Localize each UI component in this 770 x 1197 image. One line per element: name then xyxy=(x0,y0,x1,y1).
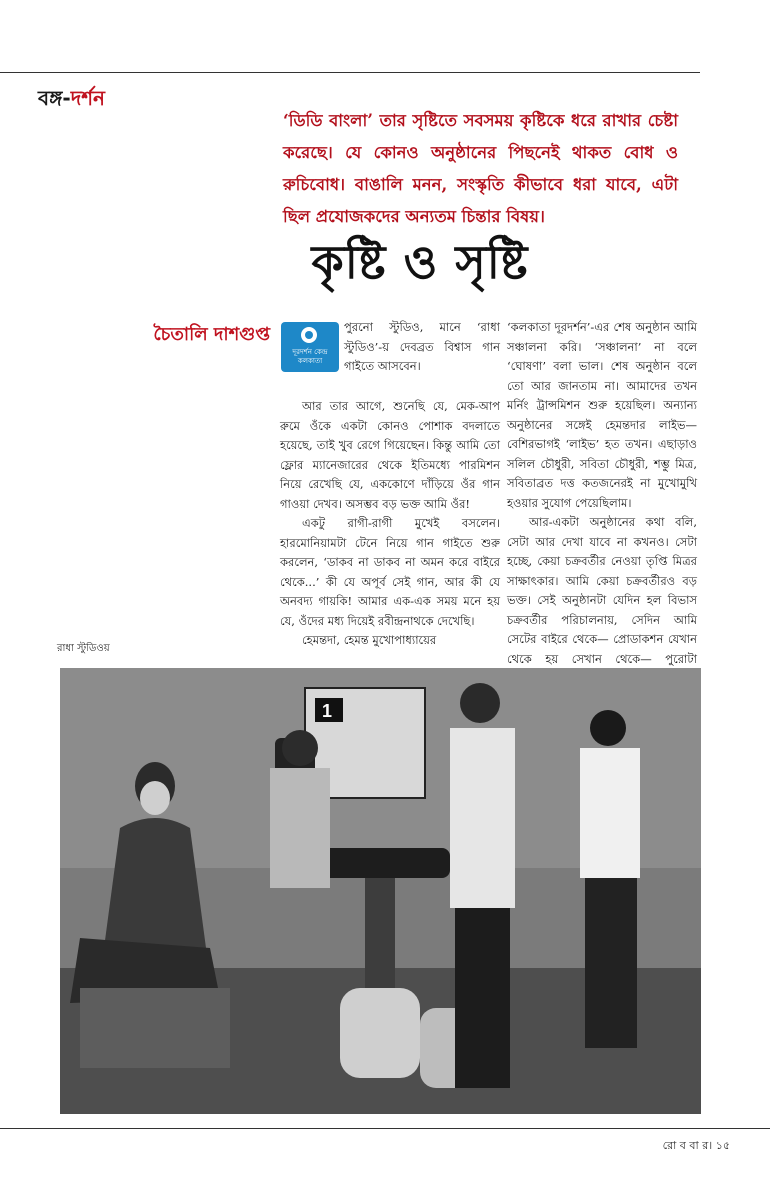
section-name-part1: বঙ্গ- xyxy=(38,86,71,110)
bottom-rule xyxy=(0,1128,770,1129)
article-paragraph: একটু রাগী-রাগী মুখেই বসলেন। হারমোনিয়ামটা টেনে নিয়ে গান গাইতে শুরু করলেন, ‘ডাকব না ডাকব না অমন করে বাইরে থেকে...’ কী যে অপূর্ব সেই গান, আর কী যে অনবদ্য গায়কি! আমার এক-এক সময় মনে হয় যে, ওঁদের মধ্য দিয়েই রবীন্দ্রনাথকে দেখেছি। xyxy=(280,516,500,628)
camera-operator-figure xyxy=(450,683,515,1088)
doordarshan-logo xyxy=(281,322,339,372)
section-name-part2: দর্শন xyxy=(70,86,105,110)
studio-photo xyxy=(60,668,701,1114)
photo-caption: রাধা স্টুডিওয় xyxy=(57,643,110,654)
doordarshan-eye-icon xyxy=(301,327,317,343)
article-column-left-top xyxy=(344,318,500,377)
article-paragraph: আর-একটা অনুষ্ঠানের কথা বলি, সেটা আর দেখা যাবে না কখনও। সেটা হচ্ছে, কেয়া চক্রবর্তীর নেওয়া তৃপ্তি মিত্রর সাক্ষাৎকার। আমি কেয়া চক্রবর্তীরও বড় ভক্ত। সেই অনুষ্ঠানটা যেদিন হল বিভাস চক্রবর্তীর পরিচালনায়, সেদিন আমি সেটের বাইরে থেকে— প্রোডাকশন যেখান থেকে হয় সেখান থেকে— পুরোটা xyxy=(507,515,697,666)
article-paragraph: আর তার আগে, শুনেছি যে, মেক-আপ রুমে ওঁকে একটা কোনও পোশাক বদলাতে হয়েছে, তাই খুব রেগে গিয়েছেন। কিন্তু আমি তো ফ্লোর ম্যানেজারের থেকে ইতিমধ্যে পারমিশন নিয়ে রেখেছি যে, এককোণে দাঁড়িয়ে ওঁর গান গাওয়া দেখব। অসম্ভব বড় ভক্ত আমি ওঁর! xyxy=(280,399,500,511)
article-paragraph: পুরনো স্টুডিও, মানে ‘রাধা স্টুডিও’-য় দেবব্রত বিশ্বাস গান গাইতে আসবেন। xyxy=(344,320,500,373)
article-column-right xyxy=(507,318,697,689)
top-rule xyxy=(0,72,700,73)
page-footer: রো ব বা র। ১৫ xyxy=(662,1139,730,1152)
section-header xyxy=(38,84,105,117)
article-column-left xyxy=(280,397,500,651)
studio-photo-illustration xyxy=(60,668,701,1114)
floor-manager-figure xyxy=(580,710,640,1048)
camera-number: 1 xyxy=(322,701,333,721)
headline: কৃষ্টি ও সৃষ্টি xyxy=(311,235,529,289)
article-paragraph: হেমন্তদা, হেমন্ত মুখোপাধ্যায়ের xyxy=(302,633,437,647)
byline: চৈতালি দাশগুপ্ত xyxy=(153,324,270,345)
standfirst: ‘ডিডি বাংলা’ তার সৃষ্টিতে সবসময় কৃষ্টিকে ধরে রাখার চেষ্টা করেছে। যে কোনও অনুষ্ঠানের পিছনেই থাকত বোধ ও রুচিবোধ। বাঙালি মনন, সংস্কৃতি কীভাবে ধরা যাবে, এটা ছিল প্রযোজকদের অন্যতম চিন্তার বিষয়। xyxy=(283,111,678,226)
logo-caption: দূরদর্শন কেন্দ্র কলকাতা xyxy=(292,348,328,365)
article-paragraph: ‘কলকাতা দূরদর্শন’-এর শেষ অনুষ্ঠান আমি সঞ্চালনা করি। ‘সঞ্চালনা’ না বলে ‘ঘোষণা’ বলা ভাল। শেষ অনুষ্ঠান বলে তো আর জানতাম না। আমাদের তখন মর্নিং ট্রান্সমিশন শুরু হয়েছিল। অন্যান্য অনুষ্ঠানের সঙ্গেই হেমন্তদার লাইভ—বেশিরভাগই ‘লাইভ’ হত তখন। এছাড়াও সলিল চৌধুরী, সবিতা চৌধুরী, শম্ভু মিত্র, সবিতাব্রত দত্ত কতজনেরই না মুখোমুখি হওয়ার সুযোগ পেয়েছিলাম। xyxy=(507,320,697,510)
